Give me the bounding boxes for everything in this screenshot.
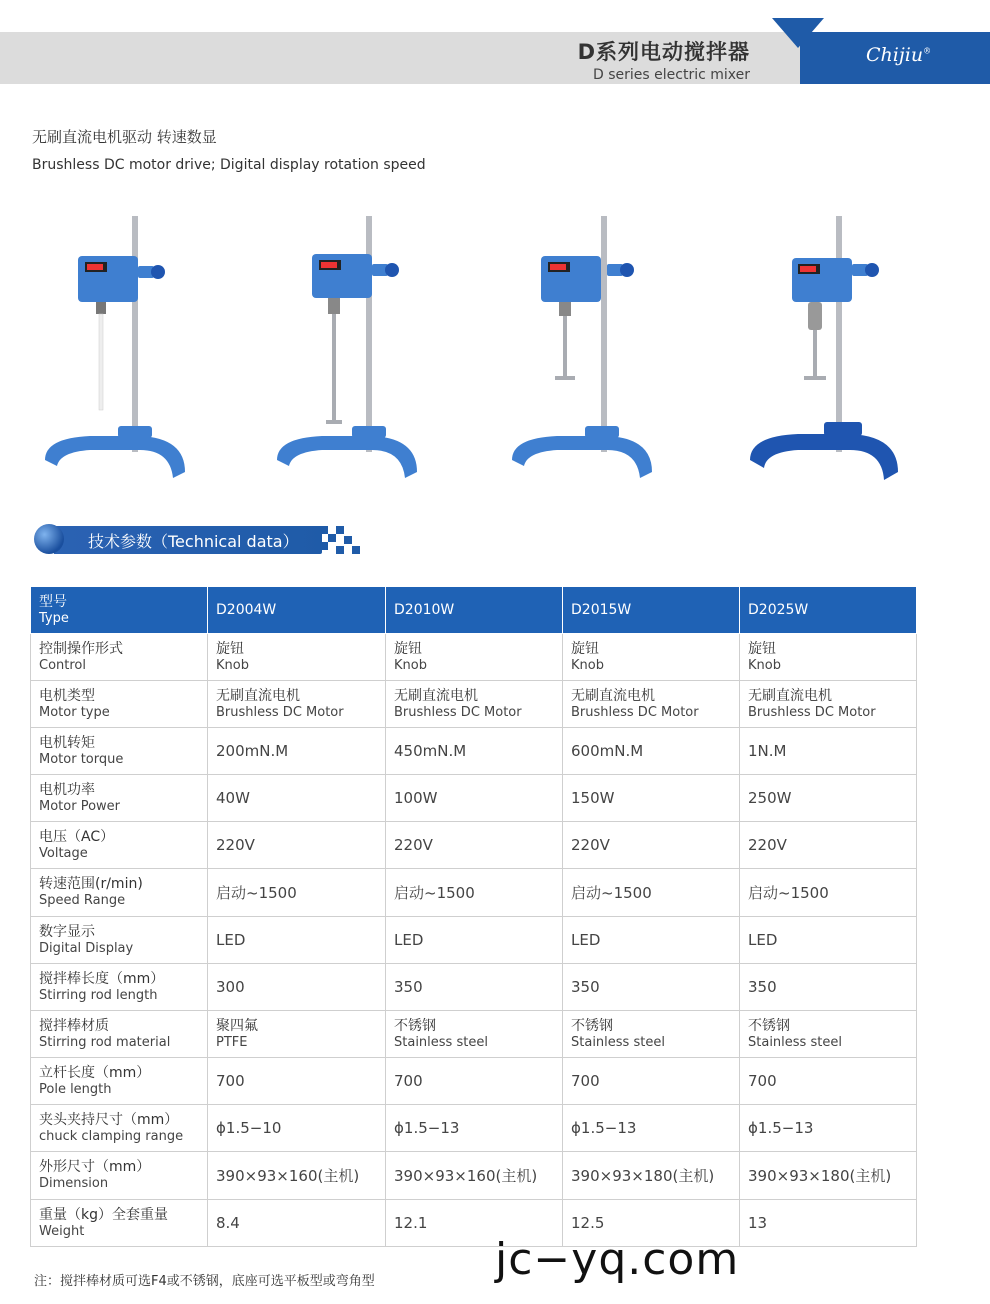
pixel-deco-icon xyxy=(320,542,328,550)
value-cell xyxy=(208,869,386,917)
value-zh: 聚四氟 xyxy=(216,1017,258,1034)
footnote: 注：搅拌棒材质可选F4或不锈钢，底座可选平板型或弯角型 xyxy=(34,1274,375,1289)
model-header: D2010W xyxy=(386,587,563,634)
technical-data-table xyxy=(30,586,917,1247)
value-en: Stainless steel xyxy=(571,1034,665,1050)
value-en: Knob xyxy=(571,657,604,673)
row-label-zh: 搅拌棒材质 xyxy=(39,1017,109,1034)
row-label-cell xyxy=(31,1011,208,1058)
pixel-deco-icon xyxy=(336,526,344,534)
table-row xyxy=(31,681,917,728)
value-text: 150W xyxy=(571,789,615,807)
row-label-cell xyxy=(31,634,208,681)
site-watermark: jc−yq.com xyxy=(495,1234,740,1285)
value-text: 13 xyxy=(748,1214,768,1232)
value-cell xyxy=(563,964,740,1011)
value-cell xyxy=(563,1011,740,1058)
value-text: 390×93×180(主机) xyxy=(571,1167,715,1185)
section-heading-label: 技术参数（Technical data） xyxy=(88,532,299,551)
value-cell xyxy=(740,1011,917,1058)
table-row xyxy=(31,634,917,681)
value-text: 40W xyxy=(216,789,250,807)
value-zh: 旋钮 xyxy=(394,640,422,657)
value-cell xyxy=(740,1105,917,1152)
value-text: 350 xyxy=(748,978,777,996)
value-en: Brushless DC Motor xyxy=(571,704,699,720)
table-header-row xyxy=(31,587,917,634)
value-text: 300 xyxy=(216,978,245,996)
row-label-zh: 搅拌棒长度（mm） xyxy=(39,970,165,987)
row-label-zh: 控制操作形式 xyxy=(39,640,123,657)
value-text: 220V xyxy=(394,836,433,854)
value-zh: 旋钮 xyxy=(748,640,776,657)
table-row xyxy=(31,822,917,869)
value-cell xyxy=(563,681,740,728)
value-cell xyxy=(740,964,917,1011)
model-header: D2004W xyxy=(208,587,386,634)
value-cell xyxy=(563,1058,740,1105)
value-text: 8.4 xyxy=(216,1214,240,1232)
value-cell xyxy=(563,775,740,822)
table-row xyxy=(31,1200,917,1247)
value-cell xyxy=(208,1105,386,1152)
value-cell xyxy=(386,917,563,964)
value-cell xyxy=(208,1200,386,1247)
row-label-en: Digital Display xyxy=(39,940,134,956)
row-label-en: Pole length xyxy=(39,1081,112,1097)
model-header: D2015W xyxy=(563,587,740,634)
row-label-cell xyxy=(31,917,208,964)
value-zh: 不锈钢 xyxy=(394,1017,436,1034)
value-text: 启动~1500 xyxy=(571,884,652,902)
row-label-en: Voltage xyxy=(39,845,88,861)
table-row xyxy=(31,917,917,964)
pixel-deco-icon xyxy=(344,536,352,544)
value-text: 390×93×160(主机) xyxy=(394,1167,538,1185)
model-header: D2025W xyxy=(740,587,917,634)
value-cell xyxy=(563,917,740,964)
value-cell xyxy=(740,728,917,775)
value-cell xyxy=(208,1011,386,1058)
table-row xyxy=(31,1058,917,1105)
value-text: ϕ1.5−13 xyxy=(571,1119,637,1137)
value-text: 1N.M xyxy=(748,742,787,760)
value-text: ϕ1.5−10 xyxy=(216,1119,282,1137)
table-row xyxy=(31,728,917,775)
product-image-1 xyxy=(30,210,200,490)
value-cell xyxy=(386,1058,563,1105)
type-label-cell xyxy=(31,587,208,634)
row-label-en: chuck clamping range xyxy=(39,1128,184,1144)
row-label-cell xyxy=(31,1152,208,1200)
value-cell xyxy=(740,869,917,917)
value-cell xyxy=(386,775,563,822)
value-text: 450mN.M xyxy=(394,742,467,760)
value-cell xyxy=(740,1058,917,1105)
value-en: Stainless steel xyxy=(394,1034,488,1050)
value-cell xyxy=(386,1105,563,1152)
row-label-en: Control xyxy=(39,657,86,673)
value-text: 200mN.M xyxy=(216,742,289,760)
value-cell xyxy=(386,964,563,1011)
value-cell xyxy=(208,964,386,1011)
row-label-cell xyxy=(31,775,208,822)
row-label-en: Weight xyxy=(39,1223,85,1239)
table-row xyxy=(31,869,917,917)
row-label-zh: 外形尺寸（mm） xyxy=(39,1159,151,1175)
value-text: 12.5 xyxy=(571,1214,605,1232)
value-text: 12.1 xyxy=(394,1214,428,1232)
page-title xyxy=(578,36,750,83)
row-label-en: Motor type xyxy=(39,704,110,720)
value-text: 700 xyxy=(748,1072,777,1090)
row-label-zh: 电机转矩 xyxy=(39,734,95,751)
value-text: ϕ1.5−13 xyxy=(394,1119,460,1137)
value-cell xyxy=(563,634,740,681)
value-text: 220V xyxy=(571,836,610,854)
value-text: LED xyxy=(748,931,778,949)
pixel-deco-icon xyxy=(352,546,360,554)
type-label-zh: 型号 xyxy=(39,593,67,610)
value-en: Knob xyxy=(394,657,427,673)
registered-mark: ® xyxy=(923,46,932,56)
value-text: 700 xyxy=(571,1072,600,1090)
value-zh: 不锈钢 xyxy=(748,1017,790,1034)
product-image-4 xyxy=(740,210,910,490)
row-label-cell xyxy=(31,1105,208,1152)
value-cell xyxy=(386,822,563,869)
row-label-zh: 立杆长度（mm） xyxy=(39,1064,151,1081)
value-text: 350 xyxy=(571,978,600,996)
value-zh: 无刷直流电机 xyxy=(216,687,300,704)
row-label-cell xyxy=(31,869,208,917)
value-text: 600mN.M xyxy=(571,742,644,760)
value-cell xyxy=(740,634,917,681)
row-label-en: Stirring rod material xyxy=(39,1034,171,1050)
header-notch xyxy=(772,18,824,48)
row-label-zh: 转速范围(r/min) xyxy=(39,876,143,892)
value-text: 700 xyxy=(216,1072,245,1090)
value-zh: 无刷直流电机 xyxy=(571,687,655,704)
value-text: 350 xyxy=(394,978,423,996)
value-cell xyxy=(386,1011,563,1058)
row-label-cell xyxy=(31,1058,208,1105)
value-cell xyxy=(208,1152,386,1200)
row-label-en: Speed Range xyxy=(39,893,126,908)
value-text: LED xyxy=(216,931,246,949)
value-cell xyxy=(208,917,386,964)
value-cell xyxy=(386,728,563,775)
value-cell xyxy=(563,822,740,869)
row-label-zh: 电压（AC） xyxy=(39,828,115,845)
value-cell xyxy=(740,917,917,964)
value-cell xyxy=(208,728,386,775)
value-cell xyxy=(740,681,917,728)
value-cell xyxy=(208,1058,386,1105)
table-row xyxy=(31,1152,917,1200)
row-label-cell xyxy=(31,681,208,728)
row-label-en: Motor Power xyxy=(39,798,121,814)
value-cell xyxy=(563,1152,740,1200)
value-en: Stainless steel xyxy=(748,1034,842,1050)
row-label-zh: 电机类型 xyxy=(39,687,95,704)
value-text: LED xyxy=(394,931,424,949)
value-text: 390×93×160(主机) xyxy=(216,1167,360,1185)
value-cell xyxy=(386,1152,563,1200)
value-cell xyxy=(740,1152,917,1200)
value-cell xyxy=(563,1105,740,1152)
row-label-zh: 夹头夹持尺寸（mm） xyxy=(39,1111,179,1128)
value-cell xyxy=(386,634,563,681)
row-label-en: Stirring rod length xyxy=(39,987,158,1003)
value-text: 250W xyxy=(748,789,792,807)
pixel-deco-icon xyxy=(320,526,328,534)
value-text: 启动~1500 xyxy=(216,884,297,902)
value-zh: 无刷直流电机 xyxy=(394,687,478,704)
logo-wordmark: Chijiu xyxy=(866,44,924,66)
product-image-2 xyxy=(262,210,432,490)
value-cell xyxy=(740,1200,917,1247)
value-zh: 不锈钢 xyxy=(571,1017,613,1034)
row-label-en: Dimension xyxy=(39,1176,109,1191)
value-cell xyxy=(563,869,740,917)
value-cell xyxy=(386,681,563,728)
value-zh: 无刷直流电机 xyxy=(748,687,832,704)
value-cell xyxy=(208,681,386,728)
row-label-cell xyxy=(31,1200,208,1247)
value-text: LED xyxy=(571,931,601,949)
table-row xyxy=(31,1105,917,1152)
value-cell xyxy=(740,822,917,869)
row-label-zh: 重量（kg）全套重量 xyxy=(39,1206,168,1223)
pixel-deco-icon xyxy=(328,534,336,542)
value-zh: 旋钮 xyxy=(571,640,599,657)
value-zh: 旋钮 xyxy=(216,640,244,657)
value-text: 700 xyxy=(394,1072,423,1090)
value-en: Brushless DC Motor xyxy=(748,704,876,720)
row-label-cell xyxy=(31,822,208,869)
value-text: 启动~1500 xyxy=(394,884,475,902)
title-en: D series electric mixer xyxy=(593,67,750,83)
intro-block xyxy=(32,126,426,173)
row-label-en: Motor torque xyxy=(39,751,124,767)
value-en: Brushless DC Motor xyxy=(216,704,344,720)
row-label-cell xyxy=(31,728,208,775)
value-en: Brushless DC Motor xyxy=(394,704,522,720)
value-cell xyxy=(208,822,386,869)
value-text: 220V xyxy=(748,836,787,854)
product-image-3 xyxy=(497,210,667,490)
intro-zh: 无刷直流电机驱动 转速数显 xyxy=(32,128,217,146)
table-row xyxy=(31,1011,917,1058)
value-en: Knob xyxy=(748,657,781,673)
title-zh: D系列电动搅拌器 xyxy=(577,40,750,64)
row-label-zh: 电机功率 xyxy=(39,781,95,798)
value-cell xyxy=(740,775,917,822)
section-heading xyxy=(32,522,372,556)
pixel-deco-icon xyxy=(336,546,344,554)
intro-en: Brushless DC motor drive; Digital display rotation speed xyxy=(32,157,426,173)
value-cell xyxy=(563,728,740,775)
row-label-zh: 数字显示 xyxy=(39,923,95,940)
row-label-cell xyxy=(31,964,208,1011)
value-text: 220V xyxy=(216,836,255,854)
table-row xyxy=(31,775,917,822)
value-text: 100W xyxy=(394,789,438,807)
table-row xyxy=(31,964,917,1011)
value-text: 启动~1500 xyxy=(748,884,829,902)
brand-logo xyxy=(866,44,931,66)
value-cell xyxy=(386,869,563,917)
value-en: Knob xyxy=(216,657,249,673)
value-en: PTFE xyxy=(216,1034,248,1050)
type-label-en: Type xyxy=(39,610,69,626)
value-text: ϕ1.5−13 xyxy=(748,1119,814,1137)
value-cell xyxy=(208,634,386,681)
bullet-ball-icon xyxy=(34,524,64,554)
value-cell xyxy=(208,775,386,822)
value-text: 390×93×180(主机) xyxy=(748,1167,892,1185)
